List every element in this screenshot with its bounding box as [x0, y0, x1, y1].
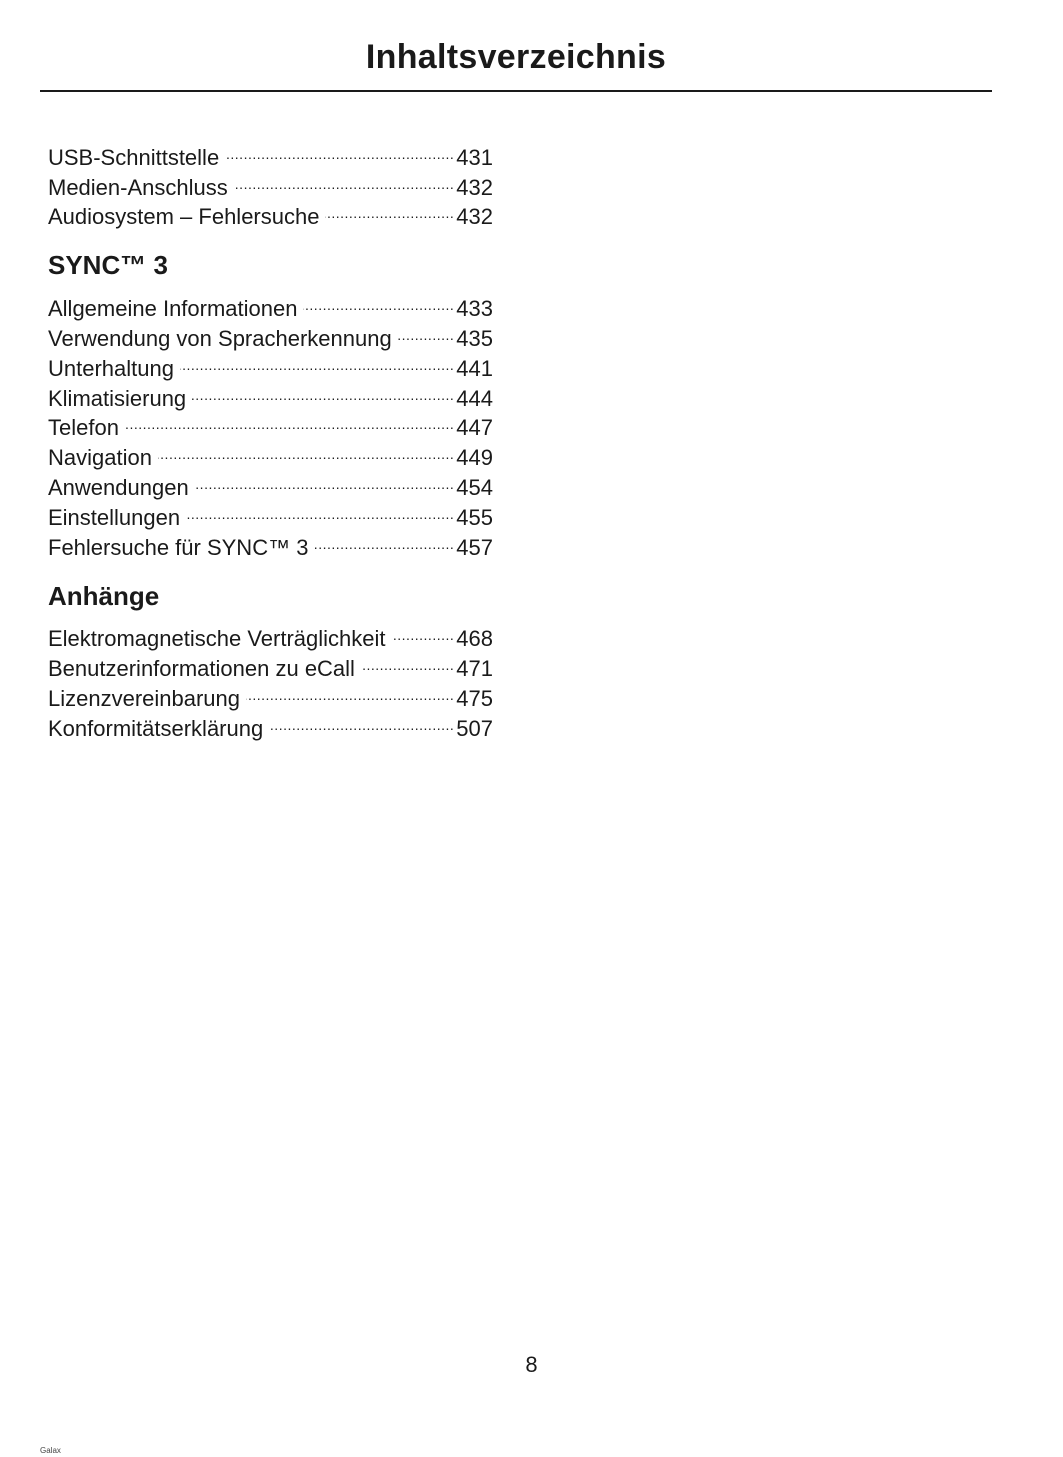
- toc-entry-title: Verwendung von Spracherkennung: [48, 325, 392, 351]
- toc-entry-page: 447: [456, 415, 493, 441]
- toc-leader-dots: [158, 435, 454, 465]
- toc-leader-dots: [192, 376, 454, 406]
- page-title: Inhaltsverzeichnis: [365, 38, 667, 76]
- toc-entry-page: 444: [456, 385, 493, 411]
- toc-entry-page: 457: [456, 534, 493, 560]
- section-heading-sync3: SYNC™ 3: [48, 250, 168, 281]
- toc-entry-page: 433: [456, 296, 493, 322]
- toc-entry-page: 435: [456, 325, 493, 351]
- toc-leader-dots: [325, 195, 454, 225]
- toc-entry-page: 431: [456, 144, 493, 170]
- toc-entry-usb-schnittstelle[interactable]: [48, 135, 493, 170]
- toc-entry-title: Klimatisierung: [48, 385, 187, 411]
- toc-entry-title: Lizenzvereinbarung: [48, 685, 241, 711]
- toc-entry-title: Navigation: [48, 445, 152, 471]
- toc-entry-page: 432: [456, 174, 493, 200]
- toc-leader-dots: [303, 286, 454, 316]
- table-of-contents: [48, 135, 493, 741]
- toc-entry-title: Allgemeine Informationen: [48, 296, 298, 322]
- toc-entry-page: 449: [456, 445, 493, 471]
- toc-leader-dots: [186, 495, 454, 525]
- toc-entry-page: 471: [456, 656, 493, 682]
- toc-entry-title: Unterhaltung: [48, 355, 174, 381]
- toc-entry-page: 432: [456, 204, 493, 230]
- toc-entry-title: Telefon: [48, 415, 119, 441]
- toc-leader-dots: [314, 525, 454, 555]
- toc-leader-dots: [234, 165, 455, 195]
- toc-entry-title: Anwendungen: [48, 474, 189, 500]
- toc-entry-title: Einstellungen: [48, 504, 181, 530]
- toc-section-sync3: [48, 248, 493, 560]
- toc-entry-title: Benutzerinformationen zu eCall: [48, 656, 355, 682]
- toc-entry-elektromagnetische-vertraeglichkeit[interactable]: [48, 617, 493, 652]
- toc-leader-dots: [392, 617, 455, 647]
- page-header: [40, 30, 992, 92]
- toc-leader-dots: [180, 346, 454, 376]
- toc-entry-title: Fehlersuche für SYNC™ 3: [48, 534, 309, 560]
- toc-leader-dots: [398, 316, 455, 346]
- toc-entry-title: Elektromagnetische Verträglichkeit: [48, 626, 386, 652]
- page-number: 8: [525, 1352, 538, 1377]
- toc-intro-group: [48, 135, 493, 230]
- toc-leader-dots: [225, 135, 454, 165]
- toc-entry-page: 468: [456, 626, 493, 652]
- toc-entry-page: 454: [456, 474, 493, 500]
- toc-leader-dots: [195, 465, 455, 495]
- section-heading-anhaenge: Anhänge: [48, 580, 160, 611]
- toc-entry-title: Medien-Anschluss: [48, 174, 228, 200]
- toc-entry-title: Konformitätserklärung: [48, 715, 264, 741]
- toc-leader-dots: [246, 676, 454, 706]
- toc-leader-dots: [361, 646, 454, 676]
- toc-leader-dots: [125, 406, 454, 436]
- footer-note: Galax: [40, 1446, 61, 1455]
- toc-entry-page: 475: [456, 685, 493, 711]
- toc-entry-page: 507: [456, 715, 493, 741]
- toc-entry-page: 441: [456, 355, 493, 381]
- toc-section-anhaenge: [48, 579, 493, 741]
- toc-entry-title: Audiosystem – Fehlersuche: [48, 204, 320, 230]
- toc-entry-allgemeine-informationen[interactable]: [48, 286, 493, 322]
- toc-leader-dots: [269, 706, 454, 736]
- toc-entry-page: 455: [456, 504, 493, 530]
- toc-entry-title: USB-Schnittstelle: [48, 144, 220, 170]
